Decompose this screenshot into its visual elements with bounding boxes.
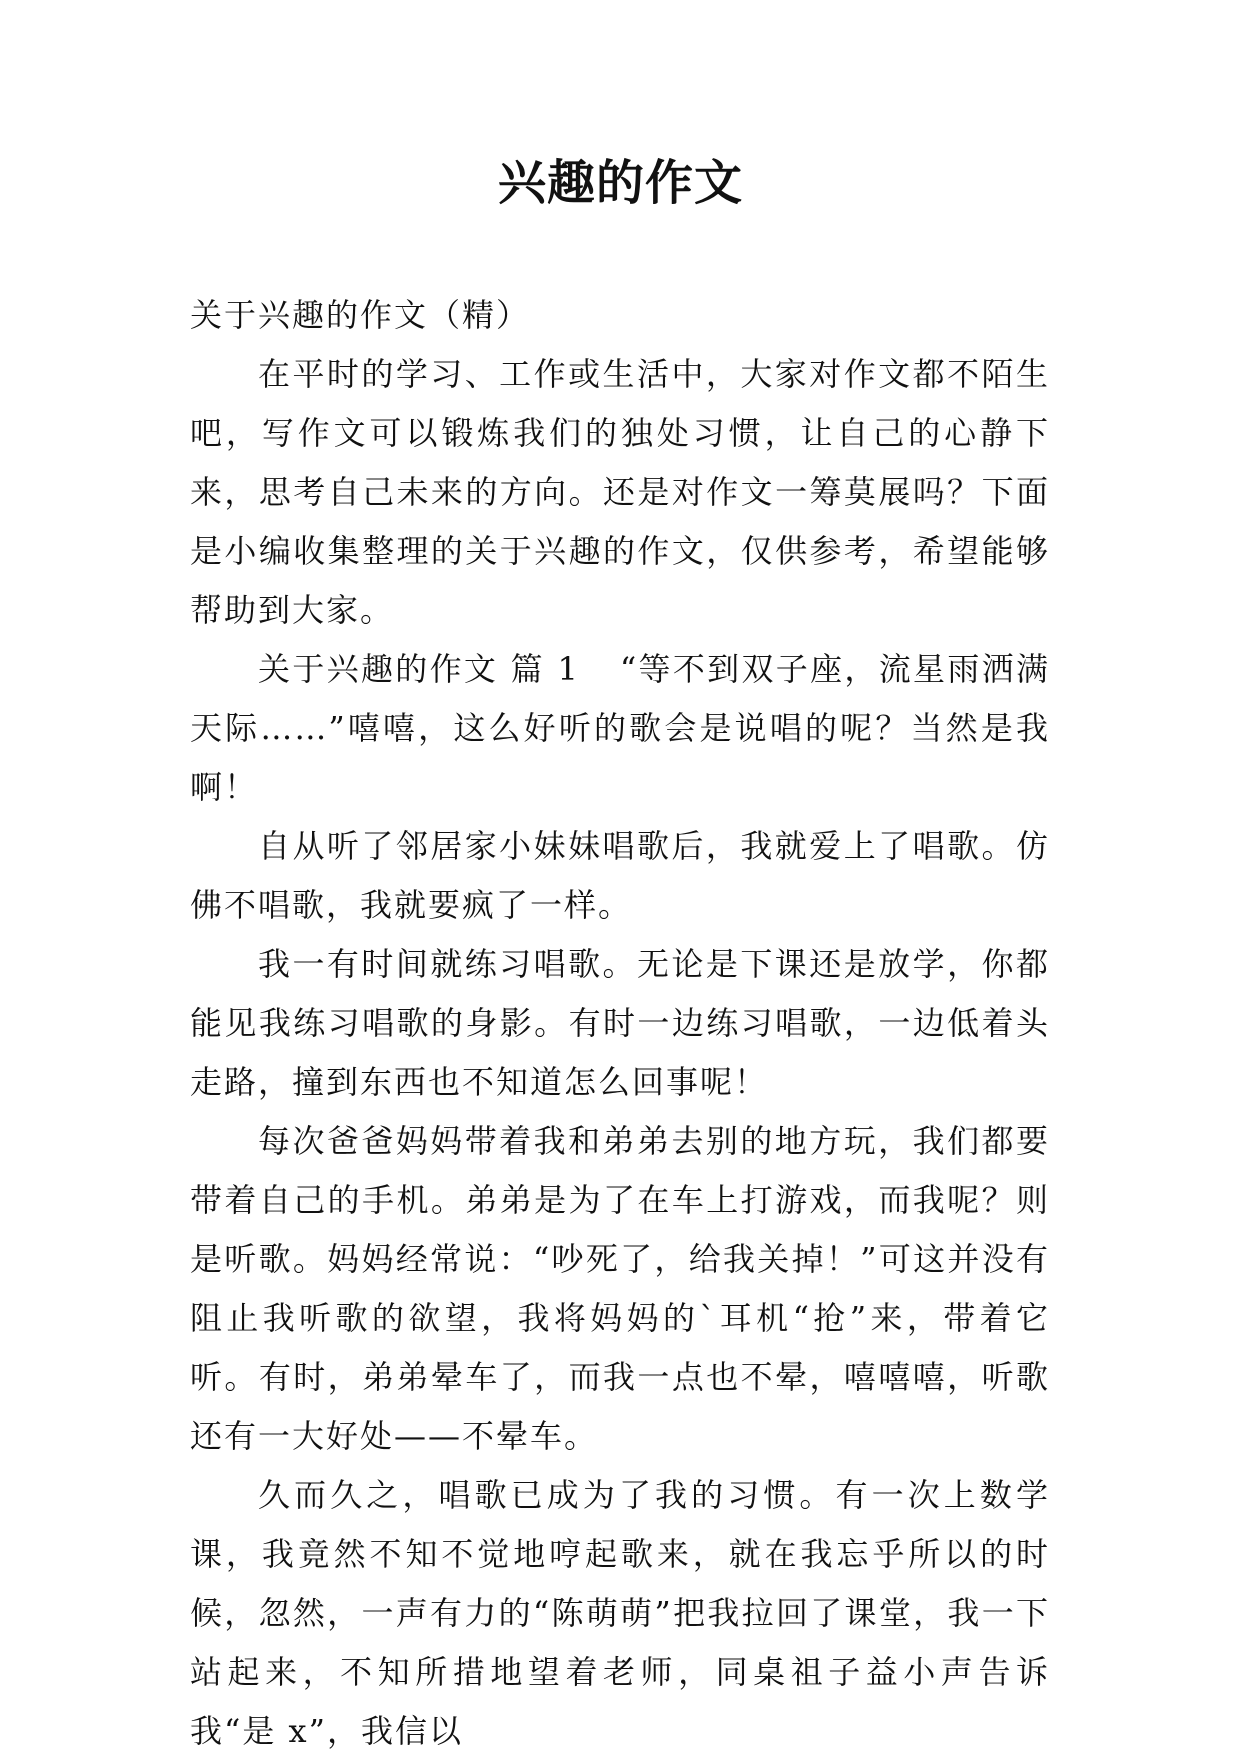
section-first-paragraph	[190, 640, 1050, 817]
document-title: 兴趣的作文	[497, 155, 743, 211]
document-subtitle: 关于兴趣的作文（精）	[190, 296, 531, 334]
body-paragraph: 我一有时间就练习唱歌。无论是下课还是放学，你都能见我练习唱歌的身影。有时一边练习唱歌，一边低着头走路，撞到东西也不知道怎么回事呢！	[190, 945, 1050, 1101]
body-paragraph: 自从听了邻居家小妹妹唱歌后，我就爱上了唱歌。仿佛不唱歌，我就要疯了一样。	[190, 827, 1050, 924]
intro-paragraph: 在平时的学习、工作或生活中，大家对作文都不陌生吧，写作文可以锻炼我们的独处习惯，让自己的心静下来，思考自己未来的方向。还是对作文一筹莫展吗？下面是小编收集整理的关于兴趣的作文，仅供参考，希望能够帮助到大家。	[190, 355, 1050, 629]
body-paragraph: 每次爸爸妈妈带着我和弟弟去别的地方玩，我们都要带着自己的手机。弟弟是为了在车上打游戏，而我呢？则是听歌。妈妈经常说：“吵死了，给我关掉！”可这并没有阻止我听歌的欲望，我将妈妈的`耳机“抢”来，带着它听。有时，弟弟晕车了，而我一点也不晕，嘻嘻嘻，听歌还有一大好处——不晕车。	[190, 1122, 1050, 1455]
document-body	[190, 286, 1050, 1761]
section-heading: 关于兴趣的作文 篇 1	[258, 650, 580, 688]
section-paragraph-text: “等不到双子座，流星雨洒满天际……”嘻嘻，这么好听的歌会是说唱的呢？当然是我啊！	[190, 650, 1050, 806]
body-paragraph: 久而久之，唱歌已成为了我的习惯。有一次上数学课，我竟然不知不觉地哼起歌来，就在我忘乎所以的时候，忽然，一声有力的“陈萌萌”把我拉回了课堂，我一下站起来，不知所措地望着老师，同桌祖子益小声告诉我“是 x”，我信以	[190, 1476, 1050, 1750]
